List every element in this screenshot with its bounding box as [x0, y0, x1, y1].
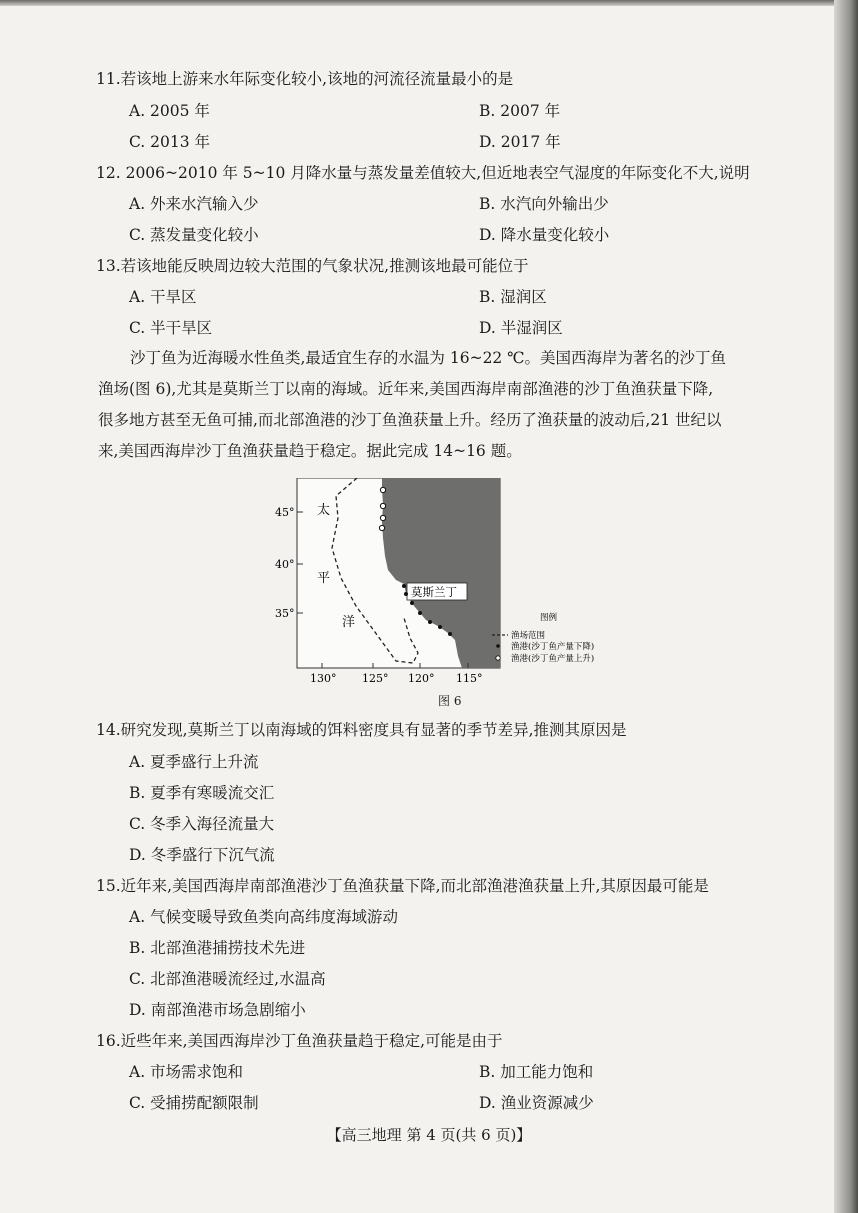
legend-range-label: 渔场范围: [511, 631, 546, 641]
ocean-char-2: 平: [317, 571, 331, 586]
reading-passage: [98, 343, 810, 467]
legend-title: 图例: [540, 613, 558, 623]
port-down-7: [448, 632, 452, 636]
q12-option-c: C. 蒸发量变化较小: [129, 226, 259, 244]
q16-option-a: A. 市场需求饱和: [129, 1063, 244, 1081]
q14-option-a: A. 夏季盛行上升流: [129, 753, 259, 771]
port-up-2: [380, 503, 385, 508]
place-label-moss-landing: 莫斯兰丁: [411, 585, 457, 599]
port-up-4: [379, 525, 384, 530]
passage-line-4: 来,美国西海岸沙丁鱼渔获量趋于稳定。据此完成 14~16 题。: [98, 442, 522, 460]
port-up-1: [380, 487, 385, 492]
figure-6-map: [270, 478, 620, 708]
port-up-3: [380, 515, 385, 520]
question-13-stem: 13.若该地能反映周边较大范围的气象状况,推测该地最可能位于: [96, 257, 529, 275]
legend-up-label: 渔港(沙丁鱼产量上升): [511, 654, 595, 664]
page-footer: 【高三地理 第 4 页(共 6 页)】: [326, 1126, 532, 1144]
scan-edge-top: [0, 0, 858, 6]
q12-option-b: B. 水汽向外输出少: [479, 195, 609, 213]
q16-option-d: D. 渔业资源减少: [479, 1094, 594, 1112]
q15-option-d: D. 南部渔港市场急剧缩小: [129, 1001, 306, 1019]
q13-option-d: D. 半湿润区: [479, 319, 563, 337]
lat-label-45: 45°: [275, 506, 295, 519]
lon-label-125: 125°: [362, 672, 389, 685]
q11-option-c: C. 2013 年: [129, 133, 211, 151]
passage-line-2: 渔场(图 6),尤其是莫斯兰丁以南的海域。近年来,美国西海岸南部渔港的沙丁鱼渔获量下降,: [98, 380, 714, 398]
question-12-stem: 12. 2006~2010 年 5~10 月降水量与蒸发量差值较大,但近地表空气湿度的年际变化不大,说明: [96, 164, 750, 182]
q15-option-b: B. 北部渔港捕捞技术先进: [129, 939, 306, 957]
lat-label-40: 40°: [275, 558, 295, 571]
lat-label-35: 35°: [275, 607, 295, 620]
port-down-1: [402, 584, 406, 588]
q15-option-c: C. 北部渔港暖流经过,水温高: [129, 970, 326, 988]
port-down-3: [410, 601, 414, 605]
q16-option-b: B. 加工能力饱和: [479, 1063, 594, 1081]
lon-label-115: 115°: [456, 672, 483, 685]
q14-option-b: B. 夏季有寒暖流交汇: [129, 784, 275, 802]
lon-label-130: 130°: [310, 672, 337, 685]
q13-option-b: B. 湿润区: [479, 288, 547, 306]
ocean-char-3: 洋: [342, 615, 356, 630]
q16-option-c: C. 受捕捞配额限制: [129, 1094, 259, 1112]
question-16-stem: 16.近些年来,美国西海岸沙丁鱼渔获量趋于稳定,可能是由于: [96, 1032, 503, 1050]
passage-line-3: 很多地方甚至无鱼可捕,而北部渔港的沙丁鱼渔获量上升。经历了渔获量的波动后,21 世纪以: [98, 411, 722, 429]
q11-option-a: A. 2005 年: [129, 102, 210, 120]
q15-option-a: A. 气候变暖导致鱼类向高纬度海域游动: [129, 908, 399, 926]
lon-label-120: 120°: [408, 672, 435, 685]
figure-caption: 图 6: [438, 694, 462, 708]
q14-option-c: C. 冬季入海径流量大: [129, 815, 275, 833]
q14-option-d: D. 冬季盛行下沉气流: [129, 846, 275, 864]
question-15-stem: 15.近年来,美国西海岸南部渔港沙丁鱼渔获量下降,而北部渔港渔获量上升,其原因最可能是: [96, 877, 709, 895]
q11-option-b: B. 2007 年: [479, 102, 561, 120]
port-down-4: [418, 611, 422, 615]
question-14-stem: 14.研究发现,莫斯兰丁以南海域的饵料密度具有显著的季节差异,推测其原因是: [96, 721, 627, 739]
scan-edge-right: [834, 0, 858, 1213]
port-down-5: [428, 620, 432, 624]
question-11-stem: 11.若该地上游来水年际变化较小,该地的河流径流量最小的是: [96, 70, 514, 88]
port-down-6: [438, 625, 442, 629]
q13-option-c: C. 半干旱区: [129, 319, 213, 337]
q13-option-a: A. 干旱区: [129, 288, 197, 306]
legend-up-marker: [496, 656, 500, 660]
q12-option-a: A. 外来水汽输入少: [129, 195, 259, 213]
q11-option-d: D. 2017 年: [479, 133, 561, 151]
port-down-2: [404, 592, 408, 596]
passage-line-1: 沙丁鱼为近海暖水性鱼类,最适宜生存的水温为 16~22 ℃。美国西海岸为著名的沙丁鱼: [130, 349, 727, 367]
ocean-char-1: 太: [317, 503, 331, 518]
q12-option-d: D. 降水量变化较小: [479, 226, 610, 244]
legend-down-label: 渔港(沙丁鱼产量下降): [511, 642, 595, 652]
legend-down-marker: [496, 644, 500, 648]
